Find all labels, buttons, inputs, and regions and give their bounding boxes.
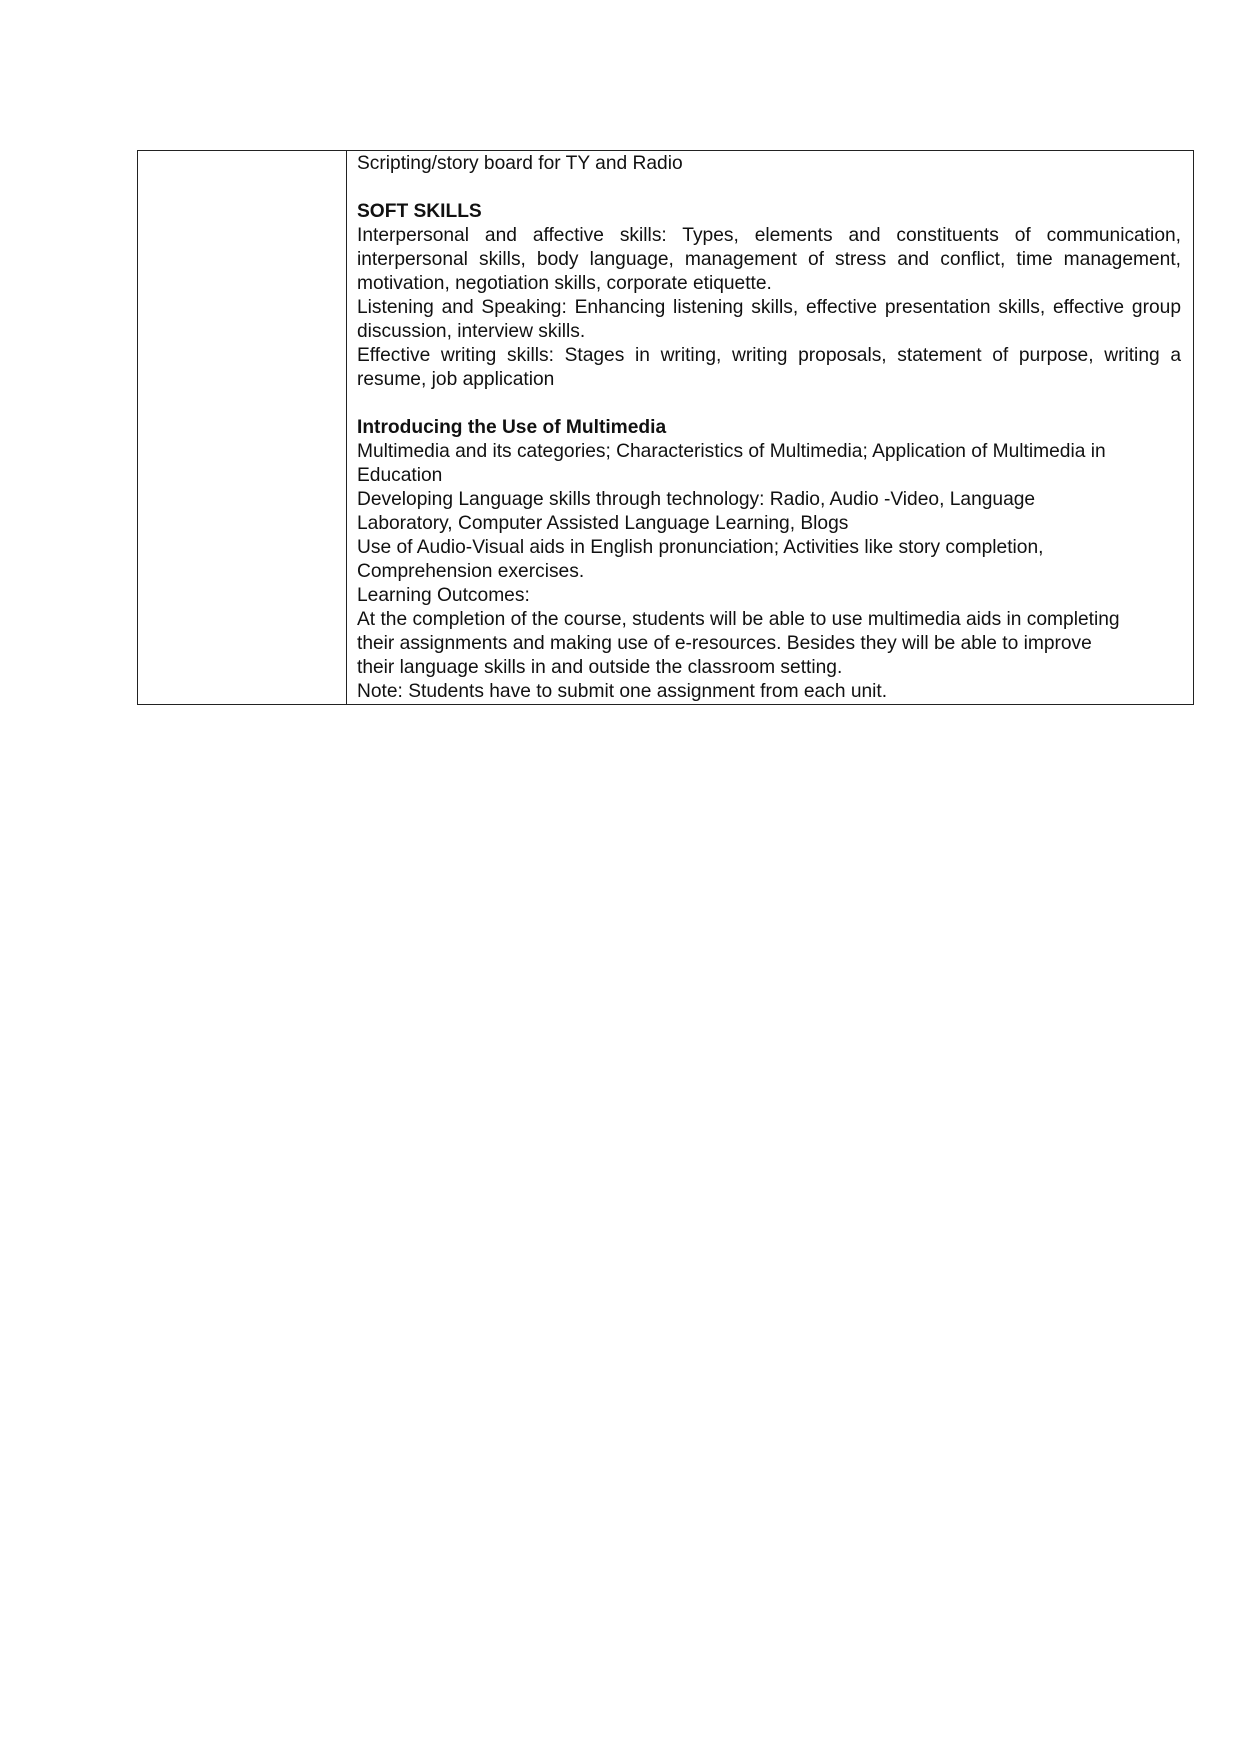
learning-outcomes-line-1: At the completion of the course, students will be able to use multimedia aids in completing	[357, 609, 1120, 630]
soft-skills-heading: SOFT SKILLS	[357, 201, 482, 222]
writing-skills-paragraph: Effective writing skills: Stages in writing, writing proposals, statement of purpose, writing a resume, job application	[357, 345, 1181, 390]
listening-speaking-paragraph: Listening and Speaking: Enhancing listening skills, effective presentation skills, effective group discussion, interview skills.	[357, 297, 1181, 342]
blank-line	[357, 176, 1181, 200]
language-technology-line-2: Laboratory, Computer Assisted Language Learning, Blogs	[357, 513, 849, 534]
assignment-note: Note: Students have to submit one assignment from each unit.	[357, 681, 888, 702]
audio-visual-line-2: Comprehension exercises.	[357, 561, 585, 582]
multimedia-categories-line-2: Education	[357, 465, 443, 486]
audio-visual-line-1: Use of Audio-Visual aids in English pronunciation; Activities like story completion,	[357, 537, 1044, 558]
multimedia-heading: Introducing the Use of Multimedia	[357, 417, 667, 438]
interpersonal-skills-paragraph: Interpersonal and affective skills: Types, elements and constituents of communication, interpersonal skills, body language, management of stress and conflict, time management, motivation, negotiation skills, corporate etiquette.	[357, 225, 1181, 294]
learning-outcomes-label: Learning Outcomes:	[357, 585, 530, 606]
language-technology-line-1: Developing Language skills through technology: Radio, Audio -Video, Language	[357, 489, 1036, 510]
syllabus-table	[137, 150, 1194, 705]
table-right-cell	[347, 151, 1193, 704]
scripting-line: Scripting/story board for TY and Radio	[357, 153, 683, 174]
learning-outcomes-line-3: their language skills in and outside the classroom setting.	[357, 657, 843, 678]
learning-outcomes-line-2: their assignments and making use of e-resources. Besides they will be able to improve	[357, 633, 1092, 654]
table-left-cell	[138, 151, 347, 704]
blank-line	[357, 392, 1181, 416]
multimedia-categories-line-1: Multimedia and its categories; Characteristics of Multimedia; Application of Multimedia in	[357, 441, 1106, 462]
